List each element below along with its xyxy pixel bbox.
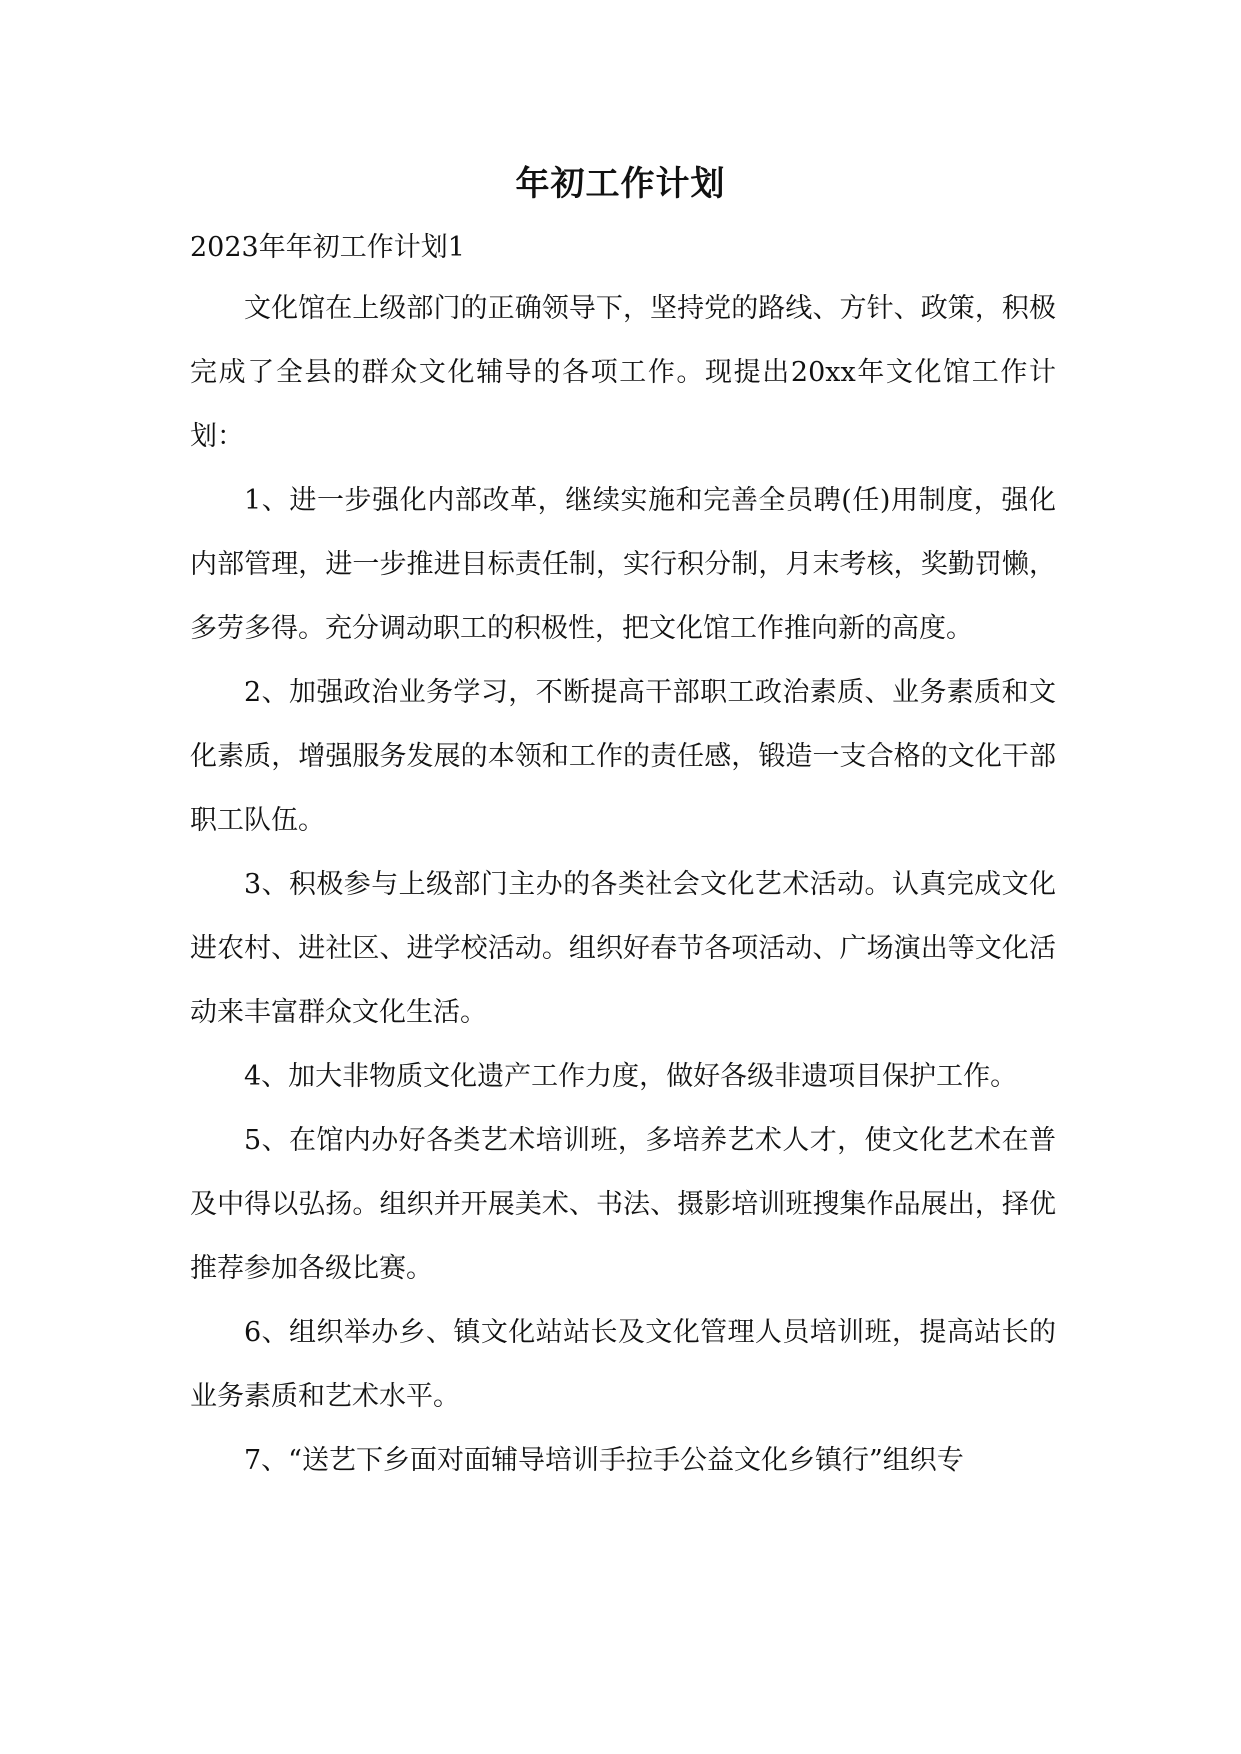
paragraph-item-7: 7、“送艺下乡面对面辅导培训手拉手公益文化乡镇行”组织专 xyxy=(244,1445,964,1476)
paragraph-item-4: 4、加大非物质文化遗产工作力度，做好各级非遗项目保护工作。 xyxy=(244,1061,1018,1092)
paragraph-item-6: 6、组织举办乡、镇文化站站长及文化管理人员培训班，提高站长的业务素质和艺术水平。 xyxy=(190,1317,1056,1412)
document-subtitle: 2023年年初工作计划1 xyxy=(190,232,465,263)
paragraph-item-5: 5、在馆内办好各类艺术培训班，多培养艺术人才，使文化艺术在普及中得以弘扬。组织并开展美术、书法、摄影培训班搜集作品展出，择优推荐参加各级比赛。 xyxy=(190,1125,1056,1284)
paragraph-item-1: 1、进一步强化内部改革，继续实施和完善全员聘(任)用制度，强化内部管理，进一步推进目标责任制，实行积分制，月末考核，奖勤罚懒，多劳多得。充分调动职工的积极性，把文化馆工作推向新的高度。 xyxy=(190,485,1056,644)
paragraph-item-3: 3、积极参与上级部门主办的各类社会文化艺术活动。认真完成文化进农村、进社区、进学校活动。组织好春节各项活动、广场演出等文化活动来丰富群众文化生活。 xyxy=(190,869,1056,1028)
paragraph-intro: 文化馆在上级部门的正确领导下，坚持党的路线、方针、政策，积极完成了全县的群众文化辅导的各项工作。现提出20xx年文化馆工作计划： xyxy=(190,293,1056,452)
document-body xyxy=(190,277,1056,1493)
paragraph-item-2: 2、加强政治业务学习，不断提高干部职工政治素质、业务素质和文化素质，增强服务发展的本领和工作的责任感，锻造一支合格的文化干部职工队伍。 xyxy=(190,677,1056,836)
document-title: 年初工作计划 xyxy=(515,164,726,204)
